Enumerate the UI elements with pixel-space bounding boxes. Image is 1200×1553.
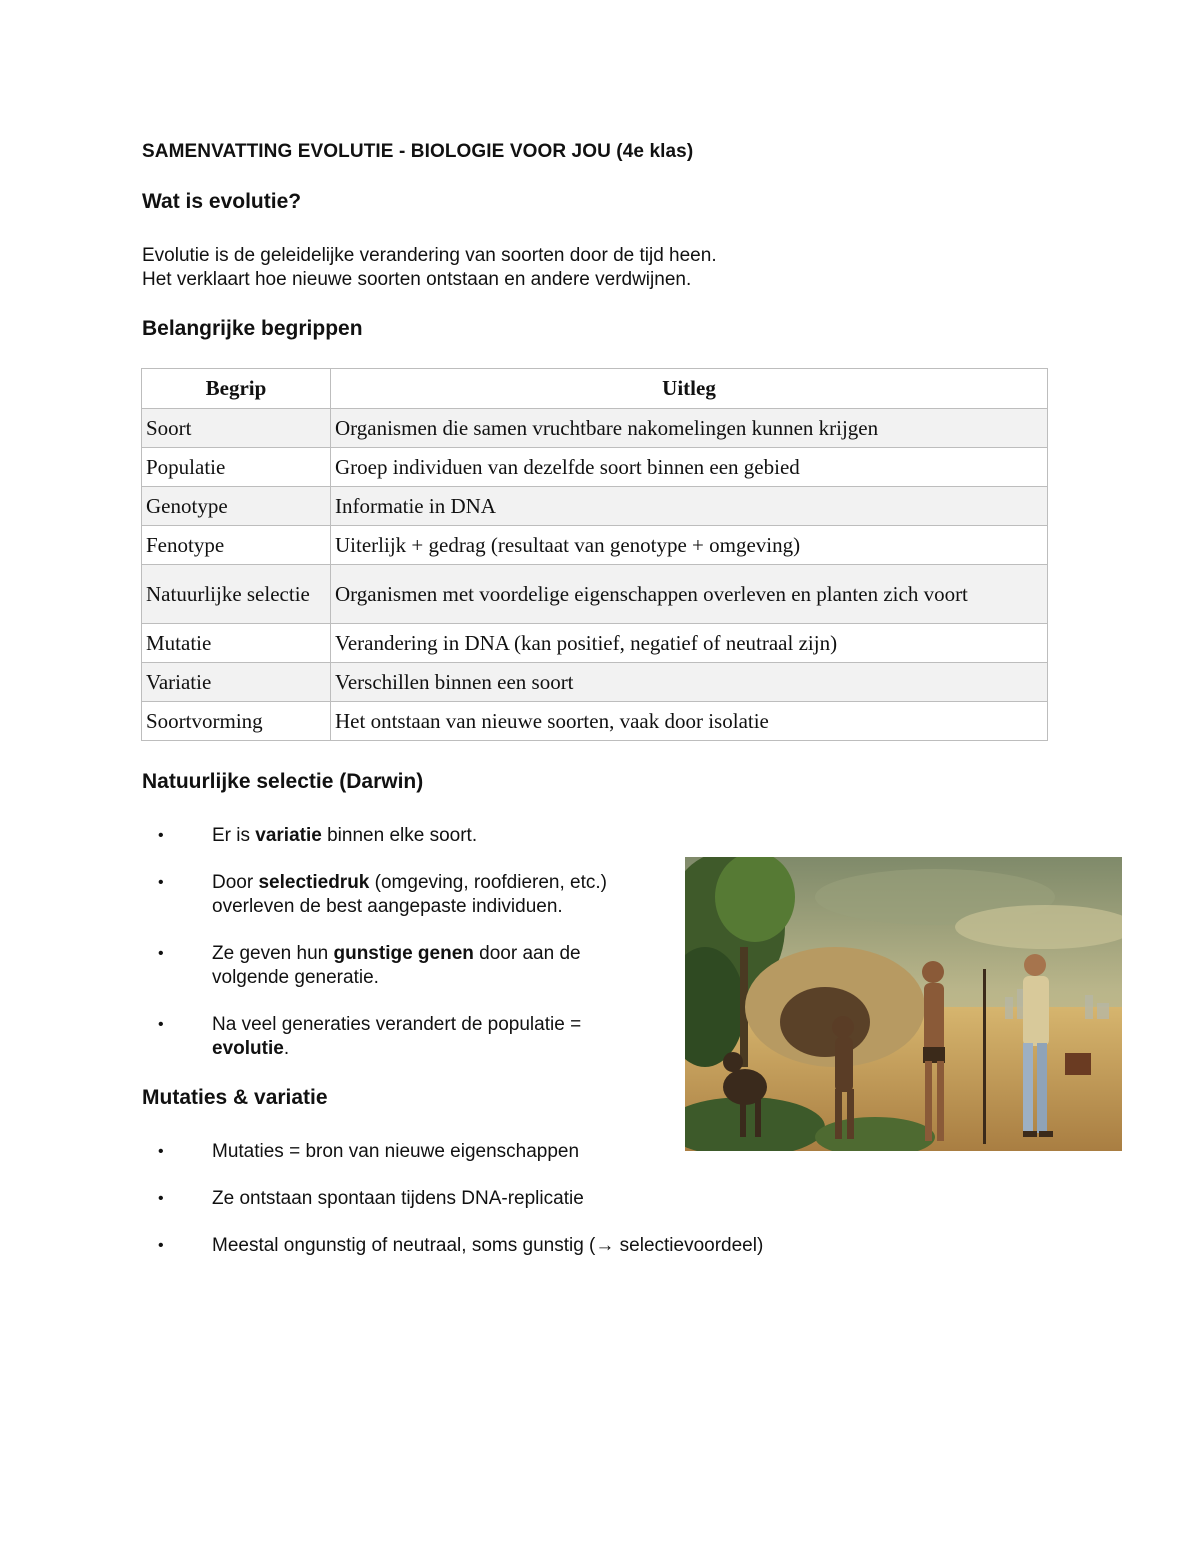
terms-table (141, 368, 1048, 741)
list-item: • Na veel generaties verandert de populatie = evolutie. (142, 1013, 662, 1061)
term-cell: Soort (142, 409, 331, 448)
list-item: • Mutaties = bron van nieuwe eigenschappen (142, 1140, 1042, 1164)
term-cell: Genotype (142, 487, 331, 526)
term-cell: Natuurlijke selectie (142, 565, 331, 624)
definition-cell: Verandering in DNA (kan positief, negatief of neutraal zijn) (331, 624, 1048, 663)
table-header-row (142, 369, 1048, 409)
definition-cell: Groep individuen van dezelfde soort binnen een gebied (331, 448, 1048, 487)
selection-bullet-list (142, 824, 662, 1084)
human-evolution-icon (685, 857, 1122, 1151)
intro-line: Het verklaart hoe nieuwe soorten ontstaan en andere verdwijnen. (142, 269, 692, 290)
definition-cell: Het ontstaan van nieuwe soorten, vaak door isolatie (331, 702, 1048, 741)
table-row (142, 526, 1048, 565)
table-row (142, 409, 1048, 448)
definition-cell: Uiterlijk + gedrag (resultaat van genotype + omgeving) (331, 526, 1048, 565)
definition-cell: Organismen met voordelige eigenschappen overleven en planten zich voort (331, 565, 1048, 624)
human-evolution-illustration (685, 857, 1122, 1151)
heading-natuurlijke-selectie: Natuurlijke selectie (Darwin) (142, 770, 424, 793)
table-row (142, 663, 1048, 702)
table-row (142, 487, 1048, 526)
page-title: SAMENVATTING EVOLUTIE - BIOLOGIE VOOR JOU (4e klas) (142, 141, 694, 162)
term-cell: Fenotype (142, 526, 331, 565)
column-header-begrip: Begrip (142, 369, 331, 409)
list-item: • Ze ontstaan spontaan tijdens DNA-replicatie (142, 1187, 1042, 1211)
term-cell: Populatie (142, 448, 331, 487)
definition-cell: Informatie in DNA (331, 487, 1048, 526)
definition-cell: Verschillen binnen een soort (331, 663, 1048, 702)
definition-cell: Organismen die samen vruchtbare nakomelingen kunnen krijgen (331, 409, 1048, 448)
column-header-uitleg: Uitleg (331, 369, 1048, 409)
term-cell: Mutatie (142, 624, 331, 663)
table-row (142, 448, 1048, 487)
term-cell: Variatie (142, 663, 331, 702)
heading-mutaties-variatie: Mutaties & variatie (142, 1086, 328, 1109)
term-cell: Soortvorming (142, 702, 331, 741)
intro-paragraph (142, 244, 717, 292)
mutation-bullet-list (142, 1140, 1042, 1281)
heading-belangrijke-begrippen: Belangrijke begrippen (142, 317, 363, 340)
list-item: • Door selectiedruk (omgeving, roofdieren, etc.) overleven de best aangepaste individuen. (142, 871, 662, 919)
table-row (142, 565, 1048, 624)
intro-line: Evolutie is de geleidelijke verandering van soorten door de tijd heen. (142, 245, 717, 266)
heading-wat-is-evolutie: Wat is evolutie? (142, 190, 302, 213)
table-row (142, 702, 1048, 741)
list-item: • Meestal ongunstig of neutraal, soms gunstig (→ selectievoordeel) (142, 1234, 1042, 1258)
list-item: • Ze geven hun gunstige genen door aan de volgende generatie. (142, 942, 662, 990)
table-row (142, 624, 1048, 663)
list-item: • Er is variatie binnen elke soort. (142, 824, 662, 848)
